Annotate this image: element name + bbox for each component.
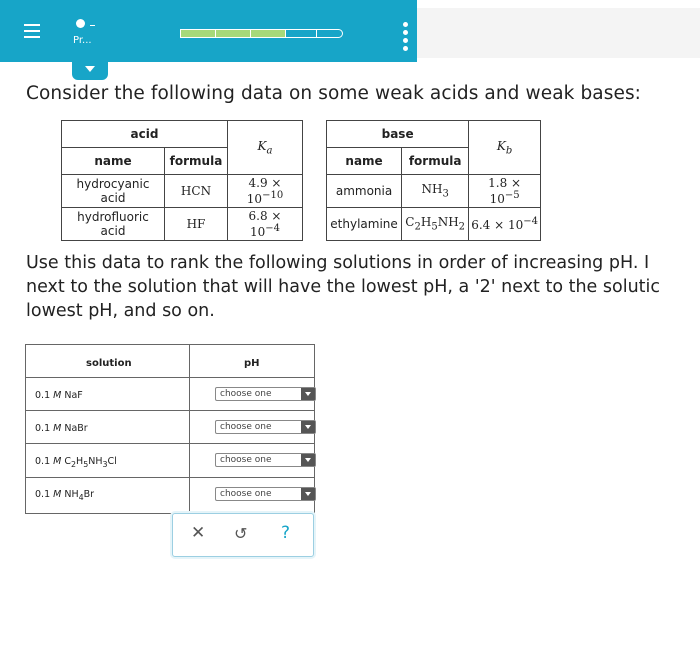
header-right-area <box>417 8 700 58</box>
progress-dash <box>90 25 95 26</box>
base-name-header: name <box>327 148 402 175</box>
kb-header: $K_b$ <box>469 121 541 175</box>
undo-icon[interactable]: ↺ <box>234 524 248 543</box>
progress-segment <box>316 29 343 38</box>
kb-value-cell: $6.4 \times 10^{-4}$ <box>469 208 541 241</box>
instructions-line: next to the solution that will have the lowest pH, a '2' next to the solutic <box>26 277 661 297</box>
instructions-line: Use this data to rank the following solutions in order of increasing pH. I <box>26 253 650 273</box>
acid-name-header: name <box>62 148 165 175</box>
question-text: Consider the following data on some weak acids and weak bases: <box>26 83 642 104</box>
column-divider <box>189 345 190 513</box>
row-divider <box>26 377 314 378</box>
row-divider <box>26 410 314 411</box>
dropdown-arrow-icon <box>301 421 315 433</box>
acid-name-cell: hydrofluoric acid <box>62 208 165 241</box>
instructions-line: lowest pH, and so on. <box>26 301 215 321</box>
acid-formula-header: formula <box>165 148 228 175</box>
base-table <box>326 120 541 241</box>
ka-header: $K_a$ <box>228 121 303 175</box>
progress-dot-icon <box>76 19 85 28</box>
row-divider <box>26 443 314 444</box>
progress-bar <box>180 29 343 38</box>
ka-value-cell: $6.8 \times 10^{-4}$ <box>228 208 303 241</box>
clear-icon[interactable]: ✕ <box>191 523 206 543</box>
menu-icon[interactable] <box>24 24 40 38</box>
base-name-cell: ethylamine <box>327 208 402 241</box>
ph-rank-select[interactable]: choose one <box>215 387 316 401</box>
dropdown-arrow-icon <box>301 488 315 500</box>
instructions-text <box>26 251 700 323</box>
ph-rank-select[interactable]: choose one <box>215 487 316 501</box>
solution-label: 0.1 M NaF <box>35 390 83 401</box>
more-options-icon[interactable] <box>403 22 408 54</box>
help-icon[interactable]: ? <box>281 523 291 543</box>
progress-segment <box>285 29 317 38</box>
ph-header: pH <box>244 358 260 369</box>
chevron-down-icon <box>85 66 95 72</box>
kb-value-cell: $1.8 \times 10^{-5}$ <box>469 175 541 208</box>
solution-label: 0.1 M NaBr <box>35 423 88 434</box>
progress-segment <box>215 29 251 38</box>
progress-segment <box>180 29 216 38</box>
base-table-title: base <box>327 121 469 148</box>
solution-label: 0.1 M $NH_4Br$ <box>35 489 95 502</box>
base-formula-header: formula <box>402 148 469 175</box>
header-bar <box>0 0 417 62</box>
solution-header: solution <box>86 358 132 369</box>
ranking-table <box>25 344 315 514</box>
progress-label: Pr... <box>73 35 92 46</box>
base-name-cell: ammonia <box>327 175 402 208</box>
acid-name-cell: hydrocyanic acid <box>62 175 165 208</box>
base-formula-cell: $C_2H_5NH_2$ <box>402 208 469 241</box>
acid-formula-cell: HCN <box>165 175 228 208</box>
answer-actions <box>172 513 314 557</box>
collapse-toggle-button[interactable] <box>72 58 108 80</box>
ka-value-cell: $4.9 \times 10^{-10}$ <box>228 175 303 208</box>
acid-formula-cell: HF <box>165 208 228 241</box>
dropdown-arrow-icon <box>301 454 315 466</box>
acid-table <box>61 120 303 241</box>
solution-label: 0.1 M $C_2H_5NH_3Cl$ <box>35 456 117 469</box>
ph-rank-select[interactable]: choose one <box>215 453 316 467</box>
acid-table-title: acid <box>62 121 228 148</box>
progress-segment <box>250 29 286 38</box>
ph-rank-select[interactable]: choose one <box>215 420 316 434</box>
base-formula-cell: $NH_3$ <box>402 175 469 208</box>
dropdown-arrow-icon <box>301 388 315 400</box>
row-divider <box>26 477 314 478</box>
